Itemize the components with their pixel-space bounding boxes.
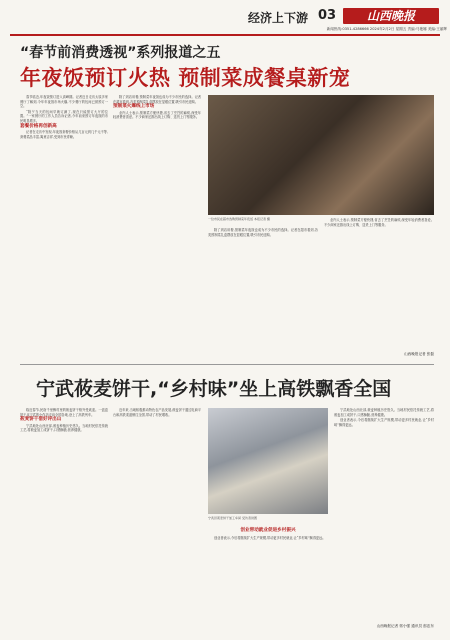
masthead-rule (10, 34, 440, 36)
story1-photo (208, 95, 434, 215)
story1-col4 (324, 218, 434, 350)
story2-photo (208, 408, 328, 514)
story1-para: 记者在走访中发现,年夜饭套餐价格从几百元到几千元不等,套餐菜品丰富,寓意吉祥,受到市民青睐。 (20, 130, 108, 139)
story2-headline: 宁武莜麦饼干,“乡村味”坐上高铁飘香全国 (36, 378, 392, 400)
story1-para: 除了到店用餐,预制菜年夜饭也成为不少市民的选择。记者在超市看到,各类预制菜礼盒摆放在显眼位置,吸引市民选购。 (208, 228, 318, 237)
story2-para: 近年来,当地积极推动特色农产品发展,莜麦饼干通过电商平台和高铁渠道销往全国,带动了村民增收。 (113, 408, 201, 417)
story2-col3 (208, 536, 328, 633)
story2-para: 临近春节,民宿千里醉村里的莜麦饼干格外受欢迎。一盒盒饼干从宁武的小作坊走向全国各地,登上了高铁列车。 (20, 408, 108, 417)
story1-photo-caption: 一位市民在超市选购预制菜年夜饭 本报记者 摄 (208, 217, 270, 221)
story2-photo-caption: 宁武县莜麦饼干加工车间 受访者供图 (208, 516, 257, 520)
story1-para: “除夕当天的包间早就订满了,现在只能预订大厅的位置。”一家餐厅的工作人员告诉记者,今年前来预订年夜饭的市民明显增多。 (20, 109, 108, 123)
story2-para: 创业者表示,今后将继续扩大生产规模,带动更多村民就业,让“乡村味”飘得更远。 (214, 536, 326, 540)
story2-col4 (334, 408, 434, 620)
story1-credit: 山西晚报记者 张磊 (404, 352, 434, 356)
story1-para: 业内人士表示,预制菜方便快捷,省去了烹饪的麻烦,深受年轻消费者喜爱。不少商家还推出线上订购、送货上门等服务。 (113, 110, 201, 120)
story2-credit: 山西晚报记者 郭小强 通讯员 郎忠东 (376, 624, 434, 628)
story2-col1 (20, 408, 108, 633)
story1-subhead: 套餐价格再创新高 (20, 123, 57, 129)
story1-headline: 年夜饭预订火热 预制菜成餐桌新宠 (20, 66, 351, 90)
story1-col2 (113, 95, 201, 360)
story1-col1 (20, 95, 108, 360)
story2-col2 (113, 408, 201, 633)
story1-para: 春节临近,年夜饭预订进入高峰期。记者近日走访太原多家餐厅了解到,今年年夜饭市场火爆,不少餐厅的包间已被预订一空。 (20, 95, 108, 109)
story2-subhead: 莜麦饼干借好评出山 (20, 417, 62, 423)
page-number: 03 (318, 8, 337, 23)
paper-name: 山西晚报 (366, 9, 415, 23)
story2-para: 宁武地处山西北部,莜麦种植历史悠久。当地村民依托传统工艺,将莜麦加工成饼干,口感酥脆,营养健康。 (20, 423, 108, 433)
story2-para: 创业者表示,今后将继续扩大生产规模,带动更多村民就业,让“乡村味”飘得更远。 (334, 418, 434, 427)
story2-para: 宁武地处山西北部,莜麦种植历史悠久。当地村民依托传统工艺,将莜麦加工成饼干,口感酥脆,营养健康。 (334, 408, 434, 417)
story1-col3 (208, 228, 318, 350)
story2-subhead: 创业带动就业促进乡村振兴 (240, 528, 296, 533)
story-divider (20, 364, 434, 365)
story1-kicker: “春节前消费透视”系列报道之五 (20, 45, 221, 61)
story1-para: 除了到店用餐,预制菜年夜饭也成为不少市民的选择。记者在超市看到,各类预制菜礼盒摆放在显眼位置,吸引市民选购。 (113, 95, 201, 104)
masthead (0, 0, 450, 38)
story1-subhead: 预制菜火爆线上市场 (113, 104, 155, 110)
masthead-info: 新闻热线:0351-4286666 2024年2月2日 星期五 责编:马艳娜 美编:王丽辉 (326, 27, 447, 31)
section-title: 经济上下游 (248, 11, 309, 25)
story1-para: 业内人士表示,预制菜方便快捷,省去了烹饪的麻烦,深受年轻消费者喜爱。不少商家还推出线上订购、送货上门等服务。 (324, 218, 434, 227)
story2-subhead-box (208, 526, 328, 534)
paper-logo (343, 8, 439, 24)
